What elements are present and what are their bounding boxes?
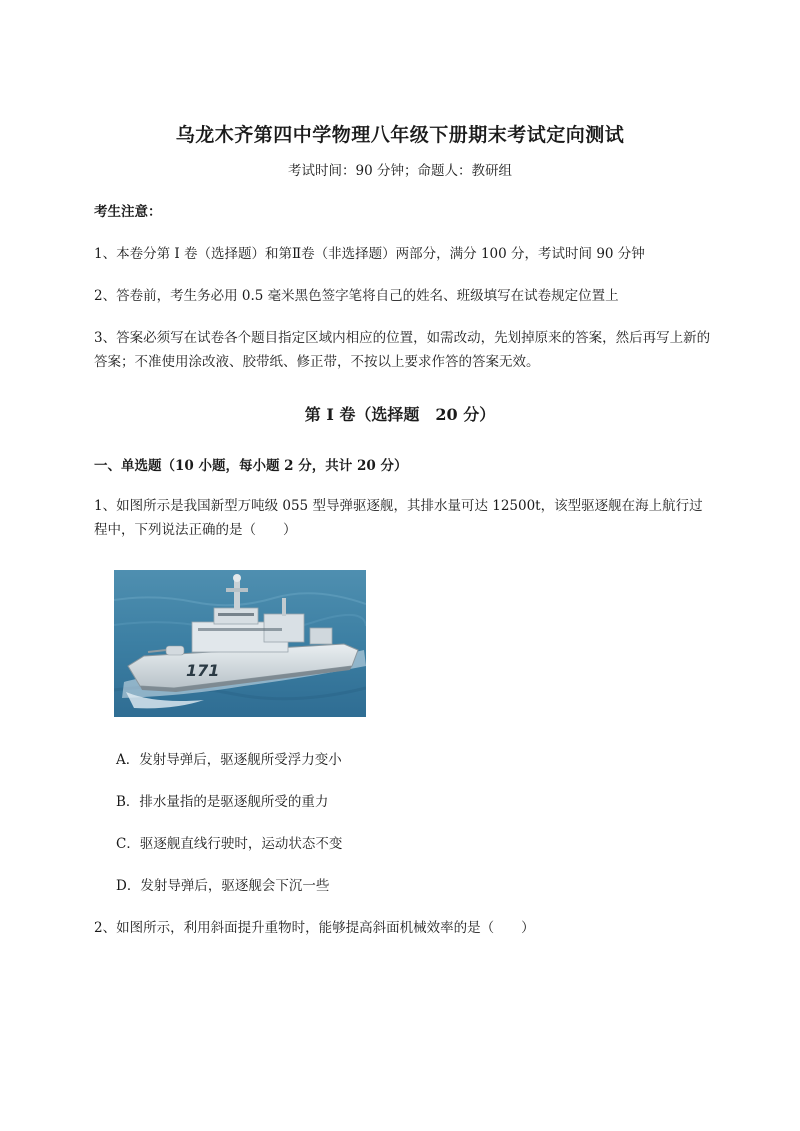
exam-subtitle: 考试时间：90 分钟；命题人：教研组 — [288, 163, 512, 179]
question-2-stem: 2、如图所示，利用斜面提升重物时，能够提高斜面机械效率的是（ ） — [94, 920, 535, 936]
destroyer-illustration — [114, 570, 366, 717]
destroyer-photo — [114, 570, 366, 717]
part-heading: 一、单选题（10 小题，每小题 2 分，共计 20 分） — [94, 458, 408, 474]
notice-item-1: 1、本卷分第 I 卷（选择题）和第Ⅱ卷（非选择题）两部分，满分 100 分，考试时间 90 分钟 — [94, 246, 645, 262]
hull-number: 171 — [186, 661, 220, 680]
question-1-option-c: C．驱逐舰直线行驶时，运动状态不变 — [116, 836, 343, 852]
exam-title: 乌龙木齐第四中学物理八年级下册期末考试定向测试 — [175, 124, 625, 146]
notice-item-2: 2、答卷前，考生务必用 0.5 毫米黑色签字笔将自己的姓名、班级填写在试卷规定位置上 — [94, 288, 619, 304]
question-1-stem: 1、如图所示是我国新型万吨级 055 型导弹驱逐舰，其排水量可达 12500t，该型驱逐舰在海上航行过程中，下列说法正确的是（ ） — [94, 498, 703, 538]
section-title: 第 I 卷（选择题 20 分） — [304, 405, 496, 424]
question-1-option-a: A．发射导弹后，驱逐舰所受浮力变小 — [116, 752, 342, 768]
question-1-option-d: D．发射导弹后，驱逐舰会下沉一些 — [116, 878, 330, 894]
notice-heading: 考生注意： — [94, 204, 162, 220]
question-1-option-b: B．排水量指的是驱逐舰所受的重力 — [116, 794, 329, 810]
notice-item-3: 3、答案必须写在试卷各个题目指定区域内相应的位置，如需改动，先划掉原来的答案，然后再写上新的答案；不准使用涂改液、胶带纸、修正带，不按以上要求作答的答案无效。 — [94, 330, 711, 370]
